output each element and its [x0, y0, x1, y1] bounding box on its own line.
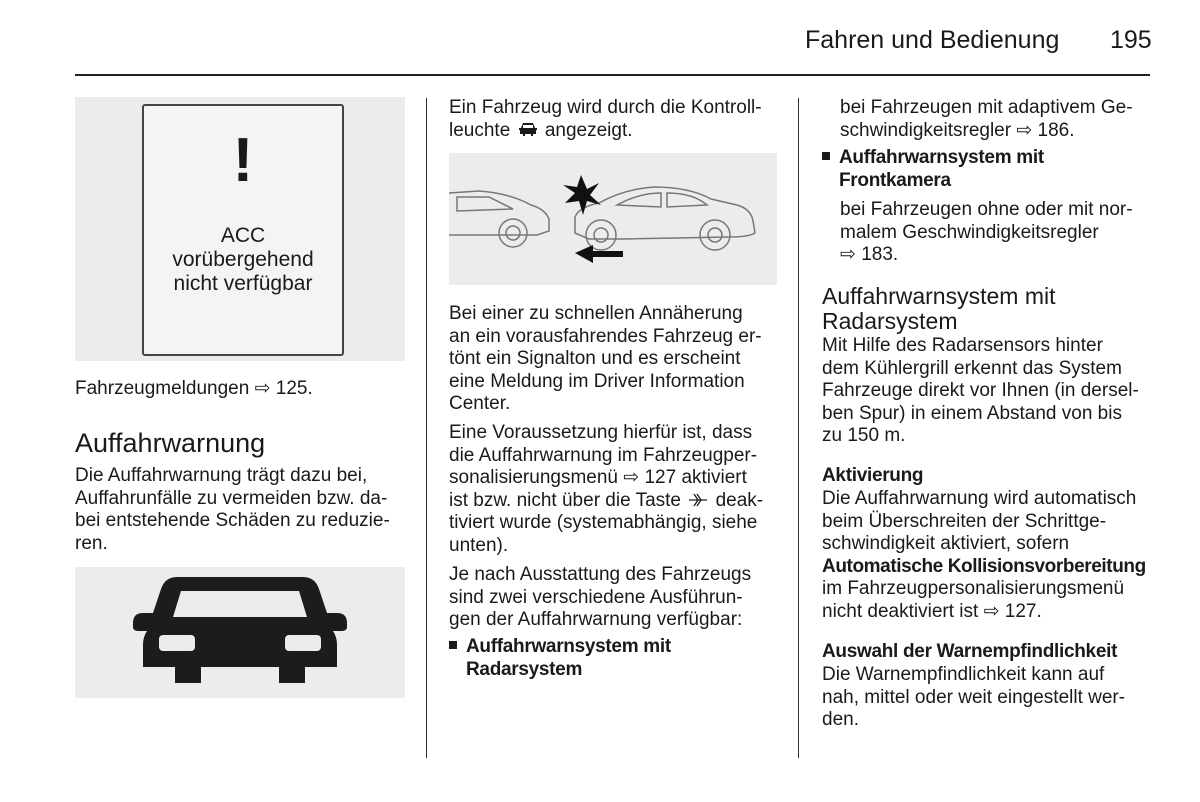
- heading-line: Auffahrwarnsystem mit: [822, 283, 1056, 309]
- text-line: Mit Hilfe des Radarsensors hinter: [822, 335, 1103, 356]
- bullet-line: [822, 147, 1044, 170]
- text-line: bei Fahrzeugen ohne oder mit nor-: [840, 199, 1133, 220]
- radar-description: [822, 335, 1139, 448]
- bullet-marker: [822, 152, 830, 160]
- front-car-icon: [75, 567, 405, 698]
- indicator-paragraph: [449, 97, 762, 142]
- text-line: Eine Voraussetzung hierfür ist, dass: [449, 422, 753, 443]
- acc-message-line: nicht verfügbar: [173, 272, 313, 295]
- intro-paragraph: [75, 465, 390, 555]
- collision-figure: [449, 153, 777, 285]
- acc-message: [144, 224, 342, 296]
- text-line: nah, mittel oder weit eingestellt wer-: [822, 686, 1126, 708]
- column-divider-2: [798, 98, 799, 758]
- text-line: Ein Fahrzeug wird durch die Kontroll-: [449, 97, 762, 118]
- bullet-camera: [822, 147, 1044, 192]
- text-line: zu 150 m.: [822, 425, 906, 446]
- text-line: ren.: [75, 532, 108, 554]
- text-line: ⇨ 183.: [840, 244, 899, 265]
- text-fragment: deak-: [715, 489, 764, 511]
- bullet-marker: [449, 641, 457, 649]
- car-warning-figure: [75, 567, 405, 698]
- text-fragment: angezeigt.: [544, 119, 633, 141]
- text-line: bei Fahrzeugen mit adaptivem Ge-: [840, 97, 1133, 118]
- activation-text: [822, 488, 1146, 623]
- radar-heading: [822, 284, 1055, 334]
- figure-caption: Fahrzeugmeldungen ⇨ 125.: [75, 378, 313, 399]
- text-line: nicht deaktiviert ist ⇨ 127.: [822, 600, 1042, 622]
- text-line: [449, 490, 763, 513]
- section-title: Fahren und Bedienung: [805, 26, 1060, 54]
- text-line: den.: [822, 709, 859, 730]
- text-line: ben Spur) in einem Abstand von bis: [822, 402, 1122, 424]
- section-heading: Auffahrwarnung: [75, 428, 266, 458]
- column-divider-1: [426, 98, 427, 758]
- text-line: im Fahrzeugpersonalisierungsmenü: [822, 578, 1125, 599]
- text-line: sind zwei verschiedene Ausführun-: [449, 586, 743, 608]
- bullet-line: Radarsystem: [466, 658, 583, 680]
- acc-message-line: vorübergehend: [172, 248, 314, 271]
- bullet-text: Auffahrwarnsystem mit: [839, 147, 1044, 168]
- text-line: an ein vorausfahrendes Fahrzeug er-: [449, 325, 762, 347]
- sensitivity-text: [822, 664, 1125, 732]
- menu-option-label: Automatische Kollisionsvorbereitung: [822, 555, 1146, 577]
- text-line: eine Meldung im Driver Information: [449, 370, 745, 392]
- warning-button-icon: [687, 492, 709, 508]
- acc-message-line: ACC: [220, 224, 266, 247]
- text-line: Bei einer zu schnellen Annäherung: [449, 303, 743, 324]
- text-line: schwindigkeitsregler ⇨ 186.: [840, 119, 1075, 141]
- two-cars-collision-icon: [449, 153, 777, 285]
- text-line: Die Auffahrwarnung trägt dazu bei,: [75, 465, 368, 486]
- header-divider: [75, 74, 1150, 76]
- text-line: Die Warnempfindlichkeit kann auf: [822, 664, 1105, 685]
- text-line: Center.: [449, 393, 511, 414]
- heading-line: Radarsystem: [822, 308, 958, 334]
- bullet-radar: [449, 636, 671, 681]
- text-line: Fahrzeuge direkt vor Ihnen (in dersel-: [822, 380, 1139, 401]
- text-line: Je nach Ausstattung des Fahrzeugs: [449, 564, 752, 585]
- text-fragment: leuchte: [449, 119, 511, 141]
- text-line: die Auffahrwarnung im Fahrzeugper-: [449, 444, 758, 466]
- text-fragment: ist bzw. nicht über die Taste: [449, 489, 681, 511]
- car-warning-indicator-icon: [518, 122, 538, 138]
- text-line: tönt ein Signalton und es erscheint: [449, 348, 741, 369]
- radar-bullet-continuation: [840, 97, 1133, 142]
- text-line: Auffahrunfälle zu vermeiden bzw. da-: [75, 487, 388, 509]
- text-line: schwindigkeit aktiviert, sofern: [822, 533, 1070, 554]
- subheading-activation: Aktivierung: [822, 465, 924, 486]
- activation-requirement: [449, 422, 763, 557]
- warning-exclamation-icon: !: [232, 126, 254, 195]
- camera-bullet-text: [840, 199, 1133, 267]
- bullet-text: Auffahrwarnsystem mit: [466, 636, 671, 657]
- text-line: bei entstehende Schäden zu reduzie-: [75, 510, 390, 531]
- warning-description: [449, 303, 762, 416]
- text-line: unten).: [449, 534, 509, 556]
- acc-display-panel: [142, 104, 344, 356]
- text-line: tiviert wurde (systemabhängig, siehe: [449, 512, 758, 533]
- text-line: sonalisierungsmenü ⇨ 127 aktiviert: [449, 467, 747, 488]
- text-line: Die Auffahrwarnung wird automatisch: [822, 488, 1137, 509]
- text-line: dem Kühlergrill erkennt das System: [822, 357, 1122, 379]
- variants-paragraph: [449, 564, 751, 632]
- text-line: malem Geschwindigkeitsregler: [840, 221, 1099, 243]
- bullet-line: Frontkamera: [839, 169, 951, 191]
- text-line: [449, 120, 762, 143]
- text-line: gen der Auffahrwarnung verfügbar:: [449, 609, 743, 630]
- subheading-sensitivity: Auswahl der Warnempfindlichkeit: [822, 641, 1118, 662]
- text-line: beim Überschreiten der Schrittge-: [822, 510, 1107, 532]
- bullet-line: [449, 636, 671, 659]
- page-number: 195: [1110, 26, 1152, 54]
